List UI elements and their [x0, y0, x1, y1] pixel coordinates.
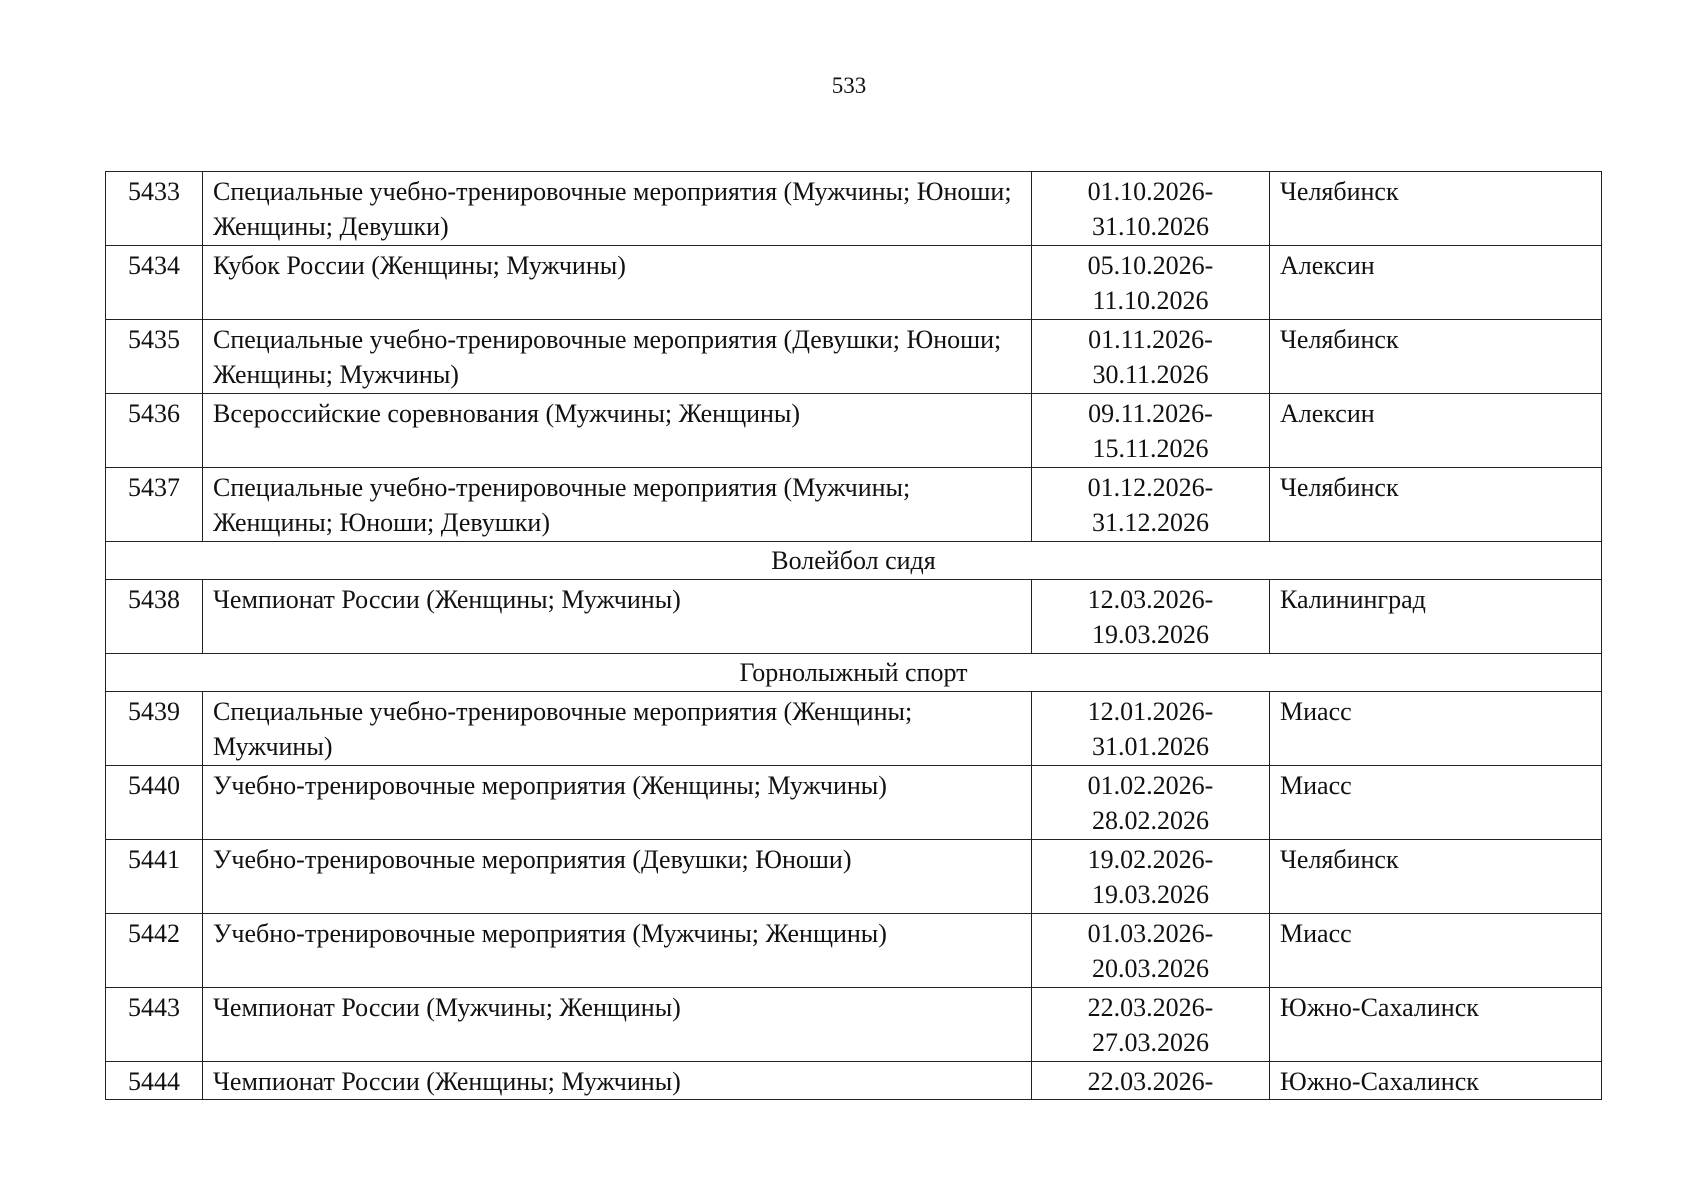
- events-table-body: [106, 172, 1602, 1100]
- event-dates: [1032, 914, 1270, 988]
- event-date-end: 15.11.2026: [1092, 434, 1209, 463]
- event-name: Всероссийские соревнования (Мужчины; Женщины): [203, 394, 1032, 468]
- event-date-end: 28.02.2026: [1092, 806, 1209, 835]
- event-name: Специальные учебно-тренировочные мероприятия (Мужчины; Женщины; Юноши; Девушки): [203, 468, 1032, 542]
- event-dates: [1032, 580, 1270, 654]
- section-header-row: [106, 542, 1602, 580]
- event-date-start: 01.12.2026-: [1087, 473, 1214, 502]
- event-place: Южно-Сахалинск: [1270, 988, 1602, 1062]
- event-date-start: 01.02.2026-: [1087, 771, 1214, 800]
- event-dates: [1032, 840, 1270, 914]
- event-place: Калининград: [1270, 580, 1602, 654]
- page-number: 533: [831, 73, 867, 98]
- section-title: Горнолыжный спорт: [106, 654, 1602, 692]
- event-place: Челябинск: [1270, 320, 1602, 394]
- event-date-end: 31.10.2026: [1092, 212, 1209, 241]
- event-date-end: 19.03.2026: [1092, 620, 1209, 649]
- event-number: 5443: [106, 988, 203, 1062]
- event-date-start: 22.03.2026-: [1087, 1067, 1214, 1096]
- event-place: Миасс: [1270, 766, 1602, 840]
- event-number: 5436: [106, 394, 203, 468]
- event-name: Учебно-тренировочные мероприятия (Мужчины; Женщины): [203, 914, 1032, 988]
- event-row: [106, 988, 1602, 1062]
- event-dates: [1032, 692, 1270, 766]
- event-number: 5433: [106, 172, 203, 246]
- event-date-start: 12.03.2026-: [1087, 585, 1214, 614]
- event-name: Чемпионат России (Женщины; Мужчины): [203, 1062, 1032, 1100]
- event-number: 5440: [106, 766, 203, 840]
- event-date-start: 09.11.2026-: [1088, 399, 1213, 428]
- event-row: [106, 468, 1602, 542]
- event-name: Чемпионат России (Мужчины; Женщины): [203, 988, 1032, 1062]
- event-row: [106, 580, 1602, 654]
- event-number: 5437: [106, 468, 203, 542]
- event-date-start: 05.10.2026-: [1087, 251, 1214, 280]
- event-row: [106, 692, 1602, 766]
- event-place: Миасс: [1270, 914, 1602, 988]
- event-dates: [1032, 246, 1270, 320]
- event-name: Специальные учебно-тренировочные мероприятия (Девушки; Юноши; Женщины; Мужчины): [203, 320, 1032, 394]
- event-row: [106, 840, 1602, 914]
- event-date-end: 31.01.2026: [1092, 732, 1209, 761]
- event-number: 5435: [106, 320, 203, 394]
- event-date-start: 01.03.2026-: [1087, 919, 1214, 948]
- event-date-end: 20.03.2026: [1092, 954, 1209, 983]
- event-number: 5434: [106, 246, 203, 320]
- event-number: 5438: [106, 580, 203, 654]
- event-date-start: 01.10.2026-: [1087, 177, 1214, 206]
- event-dates: [1032, 320, 1270, 394]
- event-place: Челябинск: [1270, 468, 1602, 542]
- section-header-row: [106, 654, 1602, 692]
- section-title: Волейбол сидя: [106, 542, 1602, 580]
- event-row: [106, 914, 1602, 988]
- event-date-end: 19.03.2026: [1092, 880, 1209, 909]
- event-dates: [1032, 172, 1270, 246]
- event-row: [106, 394, 1602, 468]
- event-date-start: 12.01.2026-: [1087, 697, 1214, 726]
- event-date-end: 31.12.2026: [1092, 508, 1209, 537]
- event-date-end: 27.03.2026: [1092, 1028, 1209, 1057]
- event-place: Челябинск: [1270, 840, 1602, 914]
- event-number: 5442: [106, 914, 203, 988]
- event-name: Специальные учебно-тренировочные мероприятия (Мужчины; Юноши; Женщины; Девушки): [203, 172, 1032, 246]
- event-dates: [1032, 468, 1270, 542]
- events-table: [105, 171, 1602, 1100]
- event-dates: [1032, 394, 1270, 468]
- event-number: 5441: [106, 840, 203, 914]
- event-name: Специальные учебно-тренировочные мероприятия (Женщины; Мужчины): [203, 692, 1032, 766]
- event-date-end: 11.10.2026: [1092, 286, 1209, 315]
- event-date-start: 19.02.2026-: [1087, 845, 1214, 874]
- event-date-end: 30.11.2026: [1092, 360, 1209, 389]
- event-name: Чемпионат России (Женщины; Мужчины): [203, 580, 1032, 654]
- event-name: Учебно-тренировочные мероприятия (Женщины; Мужчины): [203, 766, 1032, 840]
- event-date-start: 01.11.2026-: [1088, 325, 1213, 354]
- event-row: [106, 172, 1602, 246]
- event-dates: [1032, 1062, 1270, 1100]
- event-place: Алексин: [1270, 394, 1602, 468]
- event-number: 5444: [106, 1062, 203, 1100]
- event-place: Южно-Сахалинск: [1270, 1062, 1602, 1100]
- event-place: Миасс: [1270, 692, 1602, 766]
- event-row: [106, 246, 1602, 320]
- event-place: Алексин: [1270, 246, 1602, 320]
- event-date-start: 22.03.2026-: [1087, 993, 1214, 1022]
- event-dates: [1032, 988, 1270, 1062]
- event-dates: [1032, 766, 1270, 840]
- event-number: 5439: [106, 692, 203, 766]
- event-name: Учебно-тренировочные мероприятия (Девушки; Юноши): [203, 840, 1032, 914]
- event-row: [106, 766, 1602, 840]
- event-name: Кубок России (Женщины; Мужчины): [203, 246, 1032, 320]
- event-row: [106, 320, 1602, 394]
- event-place: Челябинск: [1270, 172, 1602, 246]
- event-row: [106, 1062, 1602, 1100]
